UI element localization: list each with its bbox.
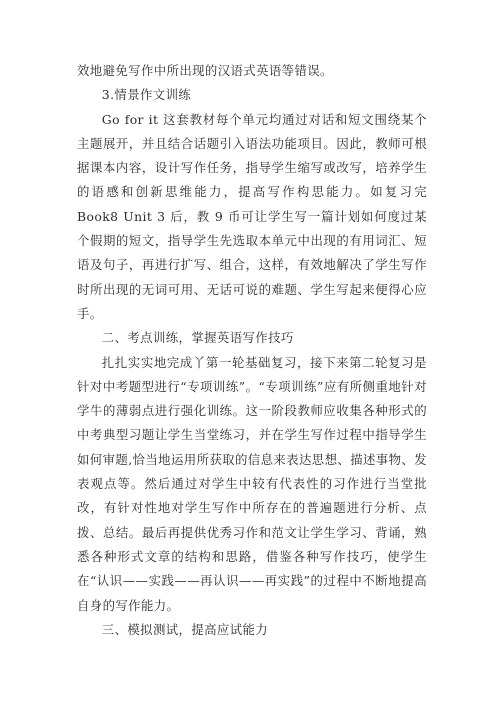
section-heading-exam-training: 二、考点训练，掌握英语写作技巧 bbox=[101, 330, 294, 346]
document-body bbox=[77, 59, 427, 642]
paragraph-continuation: 效地避免写作中所出现的汉语式英语等错误。 bbox=[77, 63, 333, 78]
section-heading-situational-writing: 3.情景作文训练 bbox=[101, 87, 192, 103]
section-heading-mock-test: 三、模拟测试，提高应试能力 bbox=[101, 621, 269, 637]
paragraph-situational-writing: Go for it 这套教材每个单元均通过对话和短文围绕某个主题展开，并且结合话题引入语法功能项目。因此，教师可根据课本内容，设计写作任务，指导学生缩写或改写，培养学生的语感和创新思维能力，提高写作构思能力。如复习完 Book8 Unit 3 后，教 9 币可让学生写一篇计划如何度过某个假期的短文，指导学生先选取本单元中出现的有用词汇、短语及句子，再进行扩写、组合，这样，有效地解决了学生写作时所出现的无词可用、无话可说的难题、学生写起来便得心应手。 bbox=[77, 111, 427, 321]
paragraph-exam-training: 扎扎实实地完成丫第一轮基础复习，接下来第二轮复习是针对中考题型进行“专项训练”。“专项训练”应有所侧重地针对学牛的薄弱点进行强化训练。这一阶段教师应收集各种形式的中考典型习题让学生当堂练习，并在学生写作过程中指导学生如何审题,恰当地运用所获取的信息来表达思想、描述事物、发表观点等。然后通过对学生中较有代表性的习作进行当堂批改，有针对性地对学生写作中所存在的普遍题进行分析、点拨、总结。最后再提供优秀习作和范文让学生学习、背诵，熟悉各种形式文章的结构和思路，借鉴各种写作技巧，使学生在“认识——实践——再认识——再实践”的过程中不断地提高自身的写作能力。 bbox=[77, 354, 427, 613]
